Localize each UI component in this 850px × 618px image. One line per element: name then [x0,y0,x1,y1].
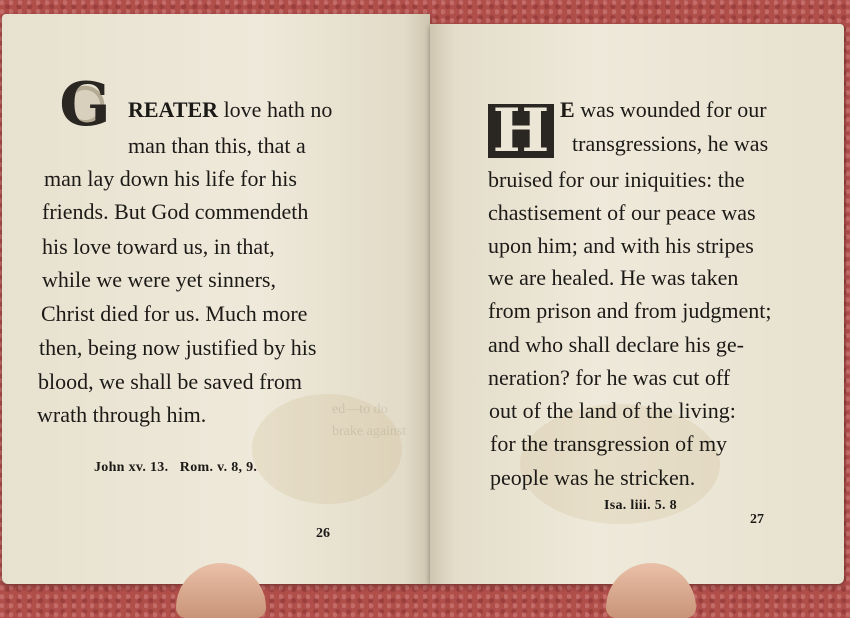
text-line: blood, we shall be saved from [38,369,302,394]
bleed-through-text: brake against [332,424,407,439]
scripture-citation: John xv. 13. Rom. v. 8, 9. [94,460,258,475]
text-line: while we were yet sinners, [42,267,276,292]
text-line: and who shall declare his ge- [488,332,744,357]
text-line [560,98,812,122]
line-rest: love hath no [218,97,333,122]
text-line: Christ died for us. Much more [41,301,308,326]
text-line: man lay down his life for his [44,166,297,191]
text-line: neration? for he was cut off [488,365,731,390]
text-line: transgressions, he was [572,131,769,156]
drop-cap-h: H [488,104,554,158]
text-line [128,98,384,122]
text-line: people was he stricken. [490,465,696,490]
text-line: upon him; and with his stripes [488,233,754,258]
left-page [2,14,430,584]
drop-cap-g: G [54,76,116,134]
text-line: his love toward us, in that, [42,234,275,259]
text-line: for the transgression of my [490,431,728,456]
scripture-citation: Isa. liii. 5. 8 [604,498,677,513]
text-line: out of the land of the living: [489,398,736,423]
text-line: bruised for our iniquities: the [488,167,745,192]
page-number: 26 [316,526,330,541]
text-line: from prison and from judgment; [488,298,772,323]
text-line: chastisement of our peace was [488,200,756,225]
cap-word: REATER [128,97,219,122]
right-page [430,24,844,584]
text-line: then, being now justified by his [39,335,317,360]
text-line: man than this, that a [128,133,306,158]
text-line: we are healed. He was taken [488,265,739,290]
bleed-through-text: ed—to do [332,402,388,417]
line-rest: was wounded for our [574,97,767,122]
cap-word: E [560,97,575,122]
text-line: friends. But God commendeth [42,199,309,224]
page-number: 27 [750,512,764,527]
text-line: wrath through him. [37,402,207,427]
